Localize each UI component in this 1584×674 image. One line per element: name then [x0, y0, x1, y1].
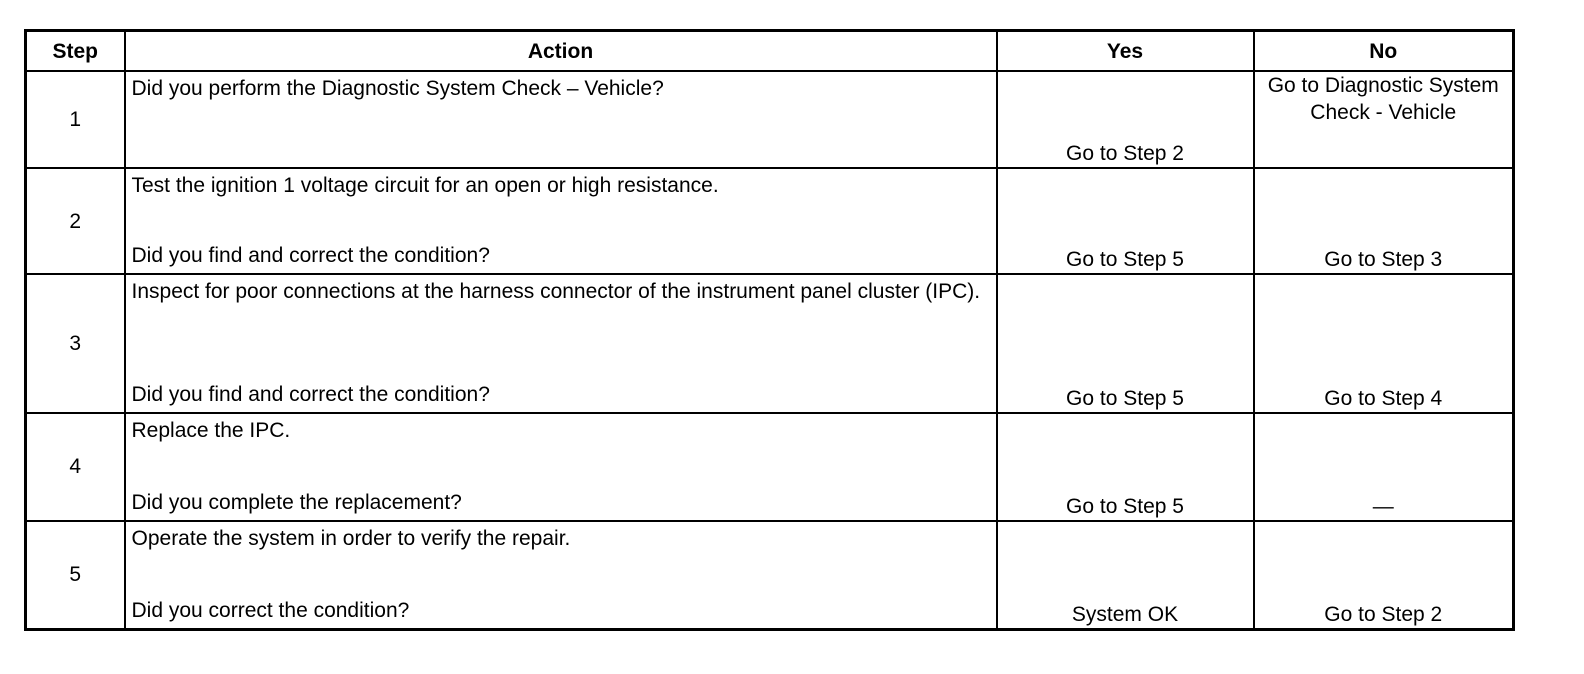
action-text: Inspect for poor connections at the harness connector of the instrument panel cluster (IPC). — [131, 279, 981, 303]
action-cell — [125, 71, 997, 168]
step-number: 5 — [26, 521, 125, 630]
step-number: 1 — [26, 71, 125, 168]
yes-result: System OK — [997, 521, 1254, 630]
step-number: 2 — [26, 168, 125, 273]
no-result: Go to Step 2 — [1254, 521, 1514, 630]
table-row — [26, 71, 1514, 168]
no-result: Go to Step 3 — [1254, 168, 1514, 273]
no-result: — — [1254, 413, 1514, 521]
header-action: Action — [125, 31, 997, 72]
action-text: Did you perform the Diagnostic System Check – Vehicle? — [131, 77, 664, 100]
table-row — [26, 274, 1514, 413]
no-result: Go to Step 4 — [1254, 274, 1514, 413]
header-step: Step — [26, 31, 125, 72]
action-text: Replace the IPC. — [131, 418, 291, 442]
yes-result: Go to Step 5 — [997, 168, 1254, 273]
table-row — [26, 413, 1514, 521]
action-question: Did you find and correct the condition? — [131, 243, 490, 267]
table-header-row — [26, 31, 1514, 72]
step-number: 4 — [26, 413, 125, 521]
action-cell — [125, 168, 997, 273]
action-cell — [125, 274, 997, 413]
yes-result: Go to Step 5 — [997, 274, 1254, 413]
action-question: Did you find and correct the condition? — [131, 382, 490, 406]
action-text: Test the ignition 1 voltage circuit for an open or high resistance. — [131, 174, 719, 198]
action-cell — [125, 521, 997, 630]
header-yes: Yes — [997, 31, 1254, 72]
yes-result: Go to Step 2 — [997, 71, 1254, 168]
table-row — [26, 521, 1514, 630]
action-question: Did you complete the replacement? — [131, 490, 462, 514]
diagnostic-table — [24, 29, 1515, 631]
action-question: Did you correct the condition? — [131, 599, 410, 622]
action-text: Operate the system in order to verify the repair. — [131, 526, 571, 550]
action-cell — [125, 413, 997, 521]
table-row — [26, 168, 1514, 273]
yes-result: Go to Step 5 — [997, 413, 1254, 521]
step-number: 3 — [26, 274, 125, 413]
no-result: Go to Diagnostic System Check - Vehicle — [1254, 71, 1514, 168]
header-no: No — [1254, 31, 1514, 72]
